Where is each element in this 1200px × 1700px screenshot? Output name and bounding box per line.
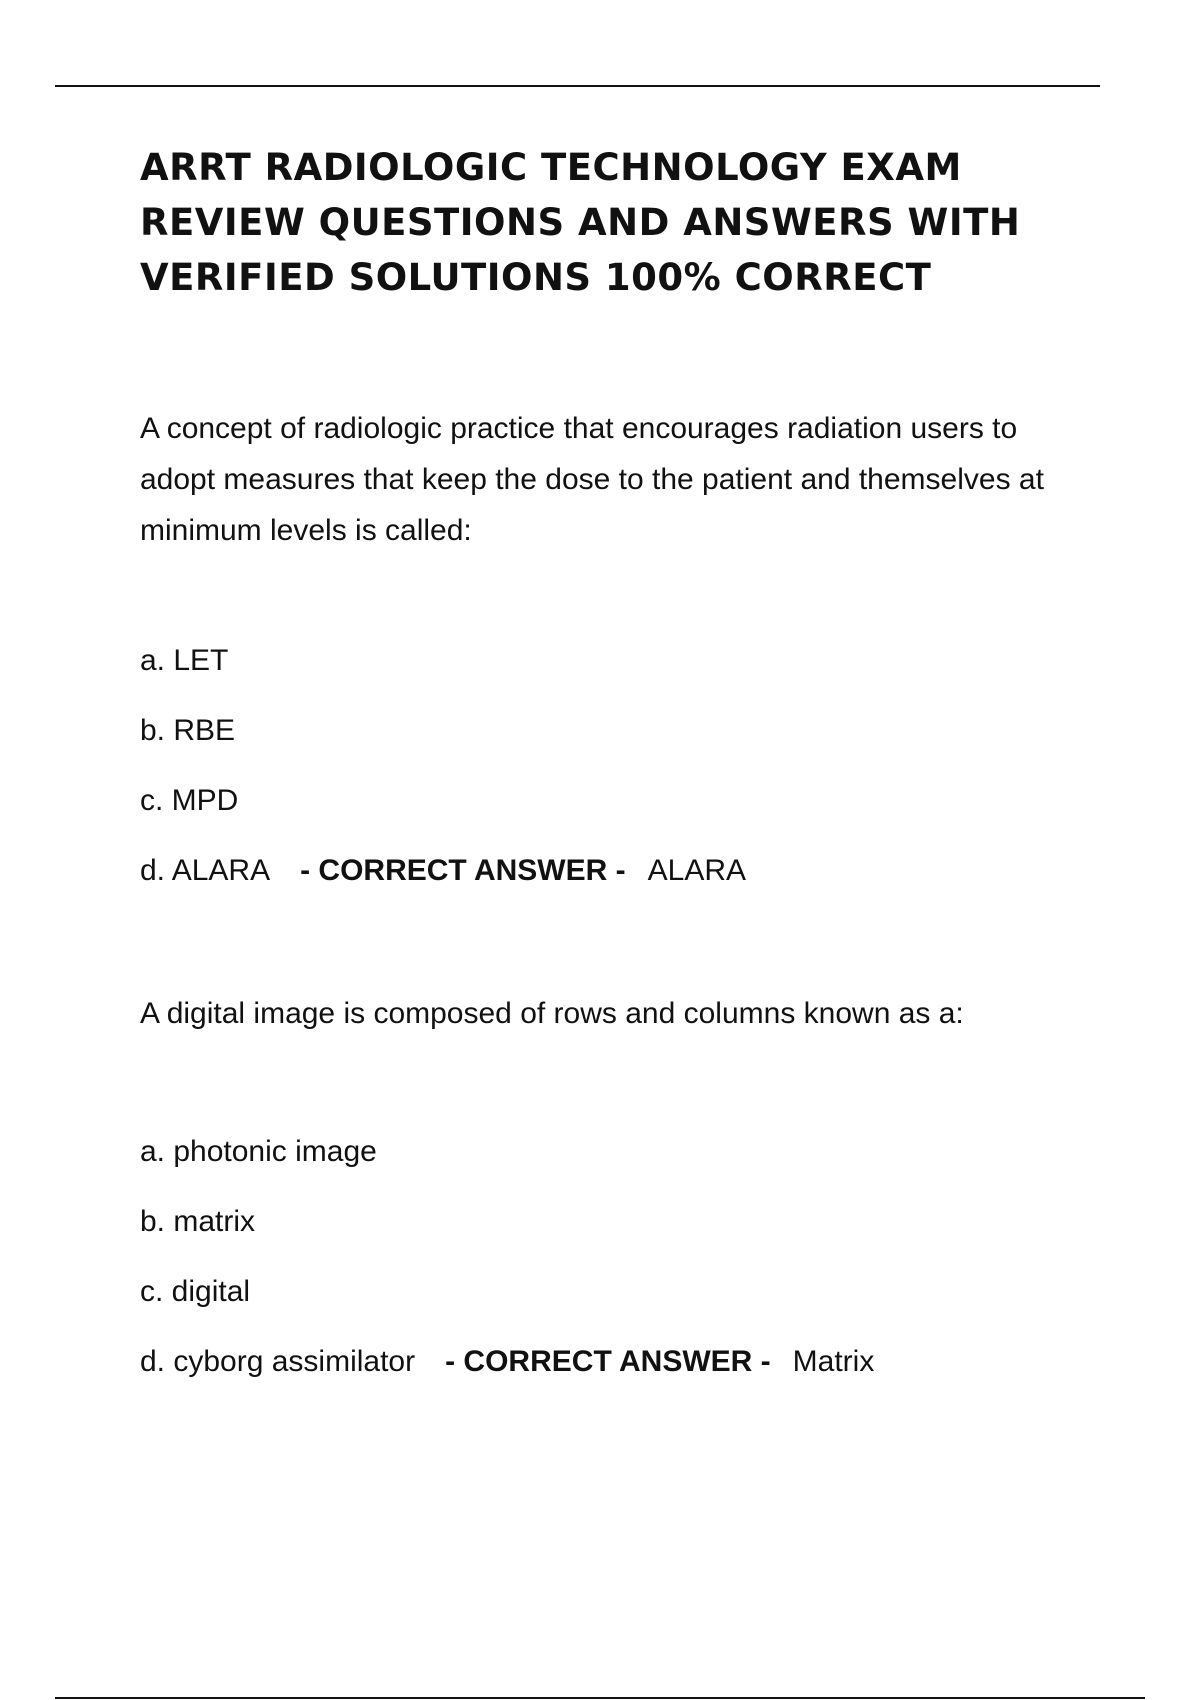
question-block	[140, 403, 1090, 889]
option-b: b. RBE	[140, 714, 236, 747]
question-block	[140, 988, 1090, 1380]
option-c: c. MPD	[140, 784, 239, 817]
page-title: ARRT RADIOLOGIC TECHNOLOGY EXAM REVIEW QUESTIONS AND ANSWERS WITH VERIFIED SOLUTIONS 100% CORRECT	[140, 146, 1021, 299]
correct-answer-label: - CORRECT ANSWER -	[300, 854, 626, 887]
question-prompt: A concept of radiologic practice that encourages radiation users to adopt measures that keep the dose to the patient and themselves at minimum levels is called:	[140, 412, 1044, 547]
option-a: a. photonic image	[140, 1135, 377, 1168]
question-prompt: A digital image is composed of rows and columns known as a:	[140, 997, 964, 1030]
correct-answer-label: - CORRECT ANSWER -	[445, 1345, 771, 1378]
option-list	[140, 643, 1090, 889]
option-a: a. LET	[140, 644, 229, 677]
correct-answer-value: Matrix	[792, 1345, 875, 1378]
option-d: d. ALARA	[140, 854, 271, 887]
option-b: b. matrix	[140, 1205, 256, 1238]
option-d-with-answer	[140, 1344, 1090, 1380]
correct-answer-value: ALARA	[647, 854, 747, 887]
option-c: c. digital	[140, 1275, 251, 1308]
document-body	[140, 140, 1090, 1380]
option-d-with-answer	[140, 853, 1090, 889]
header-rule	[55, 85, 1100, 87]
footer-rule	[55, 1697, 1145, 1699]
option-list	[140, 1134, 1090, 1380]
option-d: d. cyborg assimilator	[140, 1345, 416, 1378]
